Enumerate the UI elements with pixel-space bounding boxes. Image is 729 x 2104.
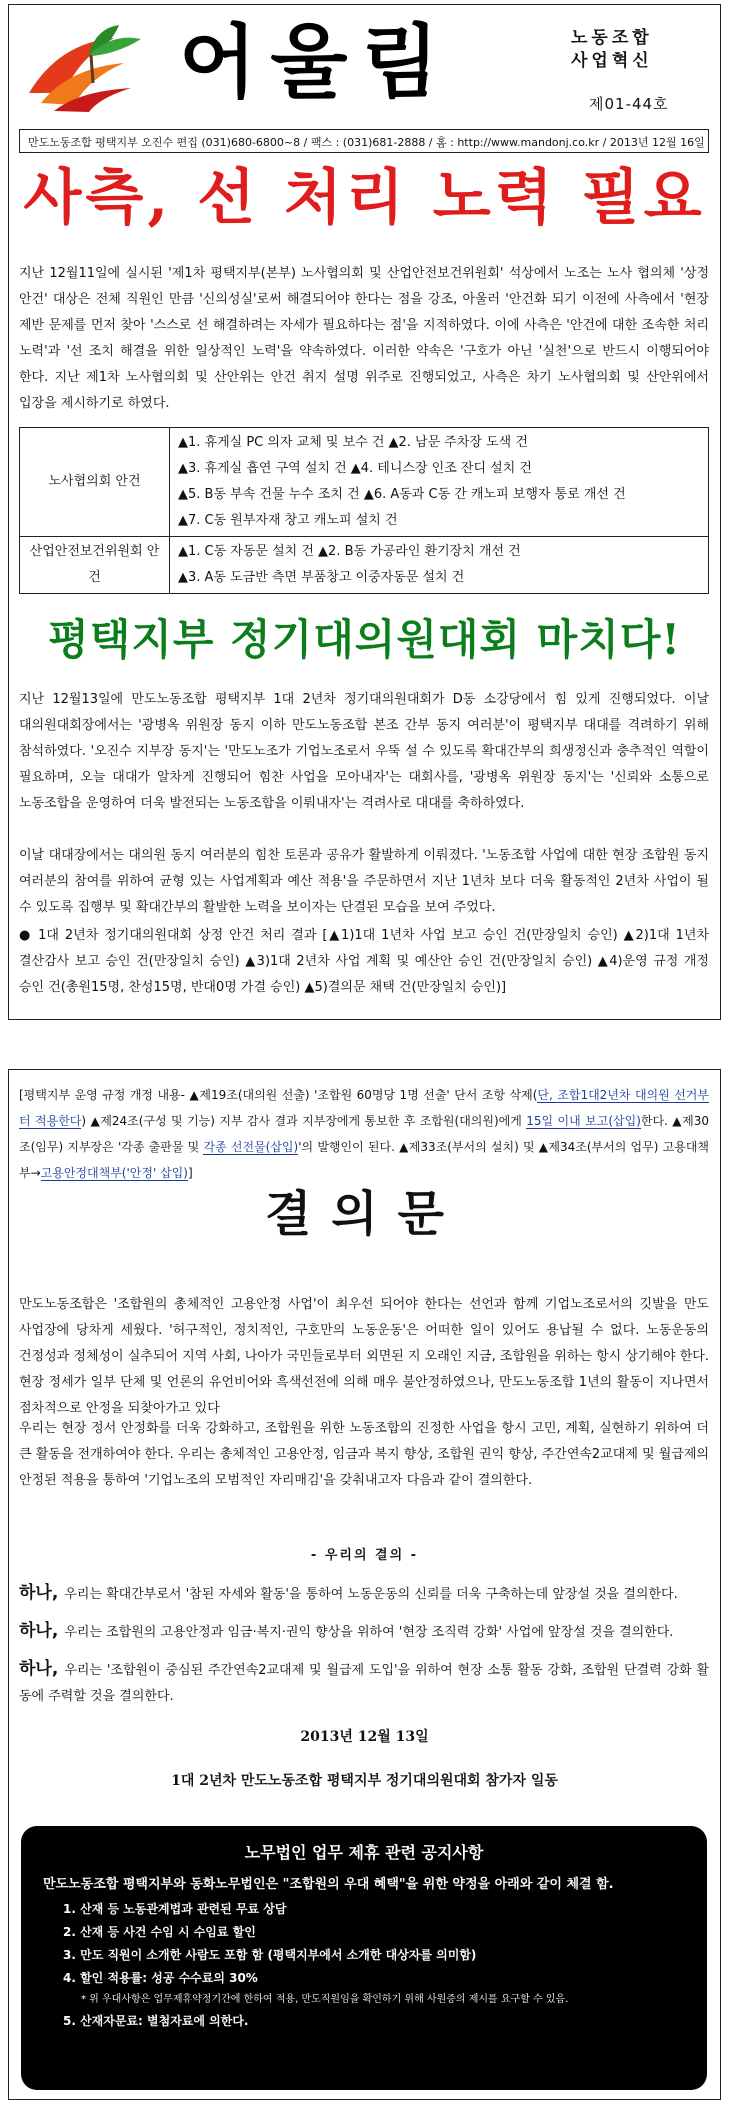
notice-text: ) ▲제24조(구성 및 기능) 지부 감사 결과 지부장에게 통보한 후 조합원(대의원)에게: [81, 1114, 527, 1128]
issue-number: 제01-44호: [589, 95, 669, 113]
agenda-category: 산업안전보건위원회 안건: [20, 537, 170, 594]
agenda-table: [19, 427, 709, 594]
notice-text: '의 발행인이 된다. ▲제33조(부서의 설치) 및 ▲제34조(부서의 업무) 고용대책부→: [19, 1140, 710, 1180]
newsletter-page-2: [8, 1069, 721, 2100]
oath-text: 우리는 확대간부로서 '참된 자세와 활동'을 통하여 노동운동의 신뢰를 더욱 구축하는데 앞장설 것을 결의한다.: [64, 1587, 678, 1602]
list-item: 3. 만도 직원이 소개한 사람도 포함 함 (평택지부에서 소개한 대상자를 의미함): [63, 1948, 477, 1962]
newsletter-page-1: [8, 4, 721, 1020]
oath-text: 우리는 조합원의 고용안정과 임금·복지·권익 향상을 위하여 '현장 조직력 강화' 사업에 앞장설 것을 결의한다.: [64, 1625, 674, 1640]
oath-item: [19, 1656, 709, 1710]
oath-item: [19, 1580, 709, 1608]
agenda-item: ▲1. 휴게실 PC 의자 교체 및 보수 건 ▲2. 남문 주차장 도색 건: [178, 435, 528, 450]
notice-highlight: 15일 이내 보고(삽입): [526, 1114, 641, 1128]
article1-body: 지난 12월11일에 실시된 '제1차 평택지부(본부) 노사협의회 및 산업안전보건위원회' 석상에서 노조는 노사 협의체 '상정 안건' 대상은 전체 직원인 만큼 '신의성실'로써 해결되어야 한다는 점을 강조, 아울러 '안건화 되기 이전에 사측에서 '현장 제반 문제를 먼저 찾아 '스스로 선 해결하려는 자세가 필요하다는 점'을 지적하였다. 이에 사측은 '안건에 대한 조속한 처리 노력'과 '선 조치 해결을 위한 일상적인 노력'을 약속하였다. 이러한 약속은 '구호가 아닌 '실천'으로 반드시 이행되어야 한다. 지난 제1차 노사협의회 및 산안위는 안건 취지 설명 위주로 진행되었고, 사측은 차기 노사협의회 및 산안위에서 입장을 제시하기로 하였다.: [19, 266, 709, 411]
resolution-title: 결의문: [264, 1186, 465, 1242]
notice-text: [평택지부 운영 규정 개정 내용- ▲제19조(대의원 선출) '조합원 60명당 1명 선출' 단서 조항 삭제(: [19, 1088, 538, 1102]
union-logo-icon: [19, 23, 149, 113]
agenda-category: 노사협의회 안건: [20, 428, 170, 537]
publisher-name: [571, 27, 653, 73]
notice-text: ]: [187, 1166, 193, 1180]
oath-marker: 하나,: [19, 1659, 59, 1679]
publisher-line-2: 사업혁신: [571, 50, 653, 71]
agenda-item: ▲7. C동 원부자재 창고 캐노피 설치 건: [178, 513, 398, 528]
oath-text: 우리는 '조합원이 중심된 주간연속2교대제 및 월급제 도입'을 위하여 현장 소통 활동 강화, 조합원 단결력 강화 활동에 주력할 것을 결의한다.: [19, 1663, 709, 1704]
article2-headline: 평택지부 정기대의원대회 마치다!: [48, 615, 681, 664]
article2-para-2: 이날 대대장에서는 대의원 동지 여러분의 힘찬 토론과 공유가 활발하게 이뤄졌다. '노동조합 사업에 대한 현장 조합원 동지 여러분의 참여를 위하여 균형 있는 사업계획과 예산 적용'을 주문하면서 지난 1년차 보다 더욱 활동적인 2년차 사업이 될 수 있도록 집행부 및 확대간부의 활발한 노력을 보이자는 단결된 모습을 보여 주었다.: [19, 848, 709, 915]
notice-highlight: 각종 선전물(삽입): [203, 1140, 299, 1154]
agenda-items: [170, 428, 709, 537]
list-item: 5. 산재자문료: 별첨자료에 의한다.: [63, 2014, 249, 2028]
table-row: [20, 537, 709, 594]
agenda-item: ▲5. B동 부속 건물 누수 조치 건 ▲6. A동과 C동 간 캐노피 보행자 통로 개선 건: [178, 487, 626, 502]
notice-highlight: 고용안정대책부('안정' 삽입): [40, 1166, 188, 1180]
agenda-item: ▲3. 휴게실 흡연 구역 설치 건 ▲4. 테니스장 인조 잔디 설치 건: [178, 461, 532, 476]
oath-marker: 하나,: [19, 1621, 59, 1641]
agenda-items: [170, 537, 709, 594]
oath-item: [19, 1618, 709, 1646]
list-item: 4. 할인 적용률: 성공 수수료의 30%: [63, 1971, 258, 1985]
notice-highlight: 단, 조합1대2년차 대의원 선거부터 적용한다: [19, 1088, 709, 1128]
masthead: [9, 5, 720, 149]
oath-marker: 하나,: [19, 1583, 59, 1603]
partnership-notice-title: 노무법인 업무 제휴 관련 공지사항: [244, 1843, 484, 1862]
list-item: 1. 산재 등 노동관계법과 관련된 무료 상담: [63, 1902, 287, 1916]
resolution-date: 2013년 12월 13일: [300, 1729, 429, 1745]
notice-text: 한다. ▲제30조(임무) 지부장은 '각종 출판물 및: [19, 1114, 709, 1154]
partnership-notice-intro: 만도노동조합 평택지부와 동화노무법인은 "조합원의 우대 혜택"을 위한 약정을 아래와 같이 체결 함.: [43, 1877, 614, 1892]
partnership-benefit-list: [43, 1898, 685, 2033]
table-row: [20, 428, 709, 537]
list-item-note: * 위 우대사항은 업무제휴약정기간에 한하여 적용, 만도직원임을 확인하기 위해 사원증의 제시를 요구할 수 있음.: [81, 1994, 569, 2005]
oath-heading: - 우리의 결의 -: [310, 1548, 419, 1563]
publication-info-bar: 만도노동조합 평택지부 오진수 편집 (031)680-6800~8 / 팩스 : (031)681-2888 / 홈 : http://www.mandonj.co.kr / 2013년 12월 16일: [19, 129, 709, 153]
publisher-line-1: 노동조합: [571, 28, 653, 48]
article1-headline: 사측, 선 처리 노력 필요: [23, 163, 706, 233]
bylaw-revision-notice: [19, 1082, 709, 1186]
resolution-para-1: 만도노동조합은 '조합원의 총체적인 고용안정 사업'이 최우선 되어야 한다는 선언과 함께 기업노조로서의 깃발을 만도 사업장에 당차게 세웠다. '허구적인, 정치적인, 구호만의 노동운동'은 어떠한 일이 있어도 용납될 수 없다. 노동운동의 건정성과 정체성이 실추되어 지역 사회, 나아가 국민들로부터 외면된 지 오래인 지금, 조합원을 위하는 항시 상기해야 한다. 현장 정세가 일부 단체 및 언론의 유언비어와 흑색선전에 의해 매우 불안정하였으나, 만도노동조합 1년의 활동이 지나면서 점차적으로 안정을 되찾아가고 있다: [19, 1297, 709, 1416]
article2-para-3: ● 1대 2년차 정기대의원대회 상정 안건 처리 결과 [▲1)1대 1년차 사업 보고 승인 건(만장일치 승인) ▲2)1대 1년차 결산감사 보고 승인 건(만장일치 승인) ▲3)1대 2년차 사업 계획 및 예산안 승인 건(만장일치 승인) ▲4)운영 규정 개정 승인 건(총원15명, 찬성15명, 반대0명 가결 승인) ▲5)결의문 채택 건(만장일치 승인)]: [19, 928, 709, 995]
resolution-para-2: 우리는 현장 정서 안정화를 더욱 강화하고, 조합원을 위한 노동조합의 진정한 사업을 항시 고민, 계획, 실현하기 위하여 더 큰 활동을 전개하여야 한다. 우리는 총체적인 고용안정, 임금과 복지 향상, 조합원 권익 향상, 주간연속2교대제 및 월급제의 안정된 적용을 통하여 '기업노조의 모범적인 자리매김'을 갖춰내고자 다음과 같이 결의한다.: [19, 1421, 709, 1488]
list-item: 2. 산재 등 사건 수임 시 수임료 할인: [63, 1925, 256, 1939]
partnership-notice-box: [21, 1826, 707, 2090]
agenda-item: ▲3. A동 도금반 측면 부품창고 이중자동문 설치 건: [178, 570, 465, 585]
article2-para-1: 지난 12월13일에 만도노동조합 평택지부 1대 2년차 정기대의원대회가 D동 소강당에서 힘 있게 진행되었다. 이날 대의원대회장에서는 '광병옥 위원장 동지 이하 만도노동조합 본조 간부 동지 여러분'이 평택지부 대대를 격려하기 위해 참석하였다. '오진수 지부장 동지'는 '만도노조가 기업노조로서 우뚝 설 수 있도록 확대간부의 희생정신과 충추적인 역할이 필요하며, 오늘 대대가 알차게 진행되어 힘찬 사업을 모아내자'는 대회사를, '광병옥 위원장 동지'는 '신뢰와 소통으로 노동조합을 운영하여 더욱 발전되는 노동조합을 이뤄내자'는 격려사로 대대를 축하하였다.: [19, 692, 709, 811]
agenda-item: ▲1. C동 자동문 설치 건 ▲2. B동 가공라인 환기장치 개선 건: [178, 544, 521, 559]
resolution-signer: 1대 2년차 만도노동조합 평택지부 정기대의원대회 참가자 일동: [171, 1773, 558, 1789]
newsletter-title: 어울림: [179, 16, 453, 109]
